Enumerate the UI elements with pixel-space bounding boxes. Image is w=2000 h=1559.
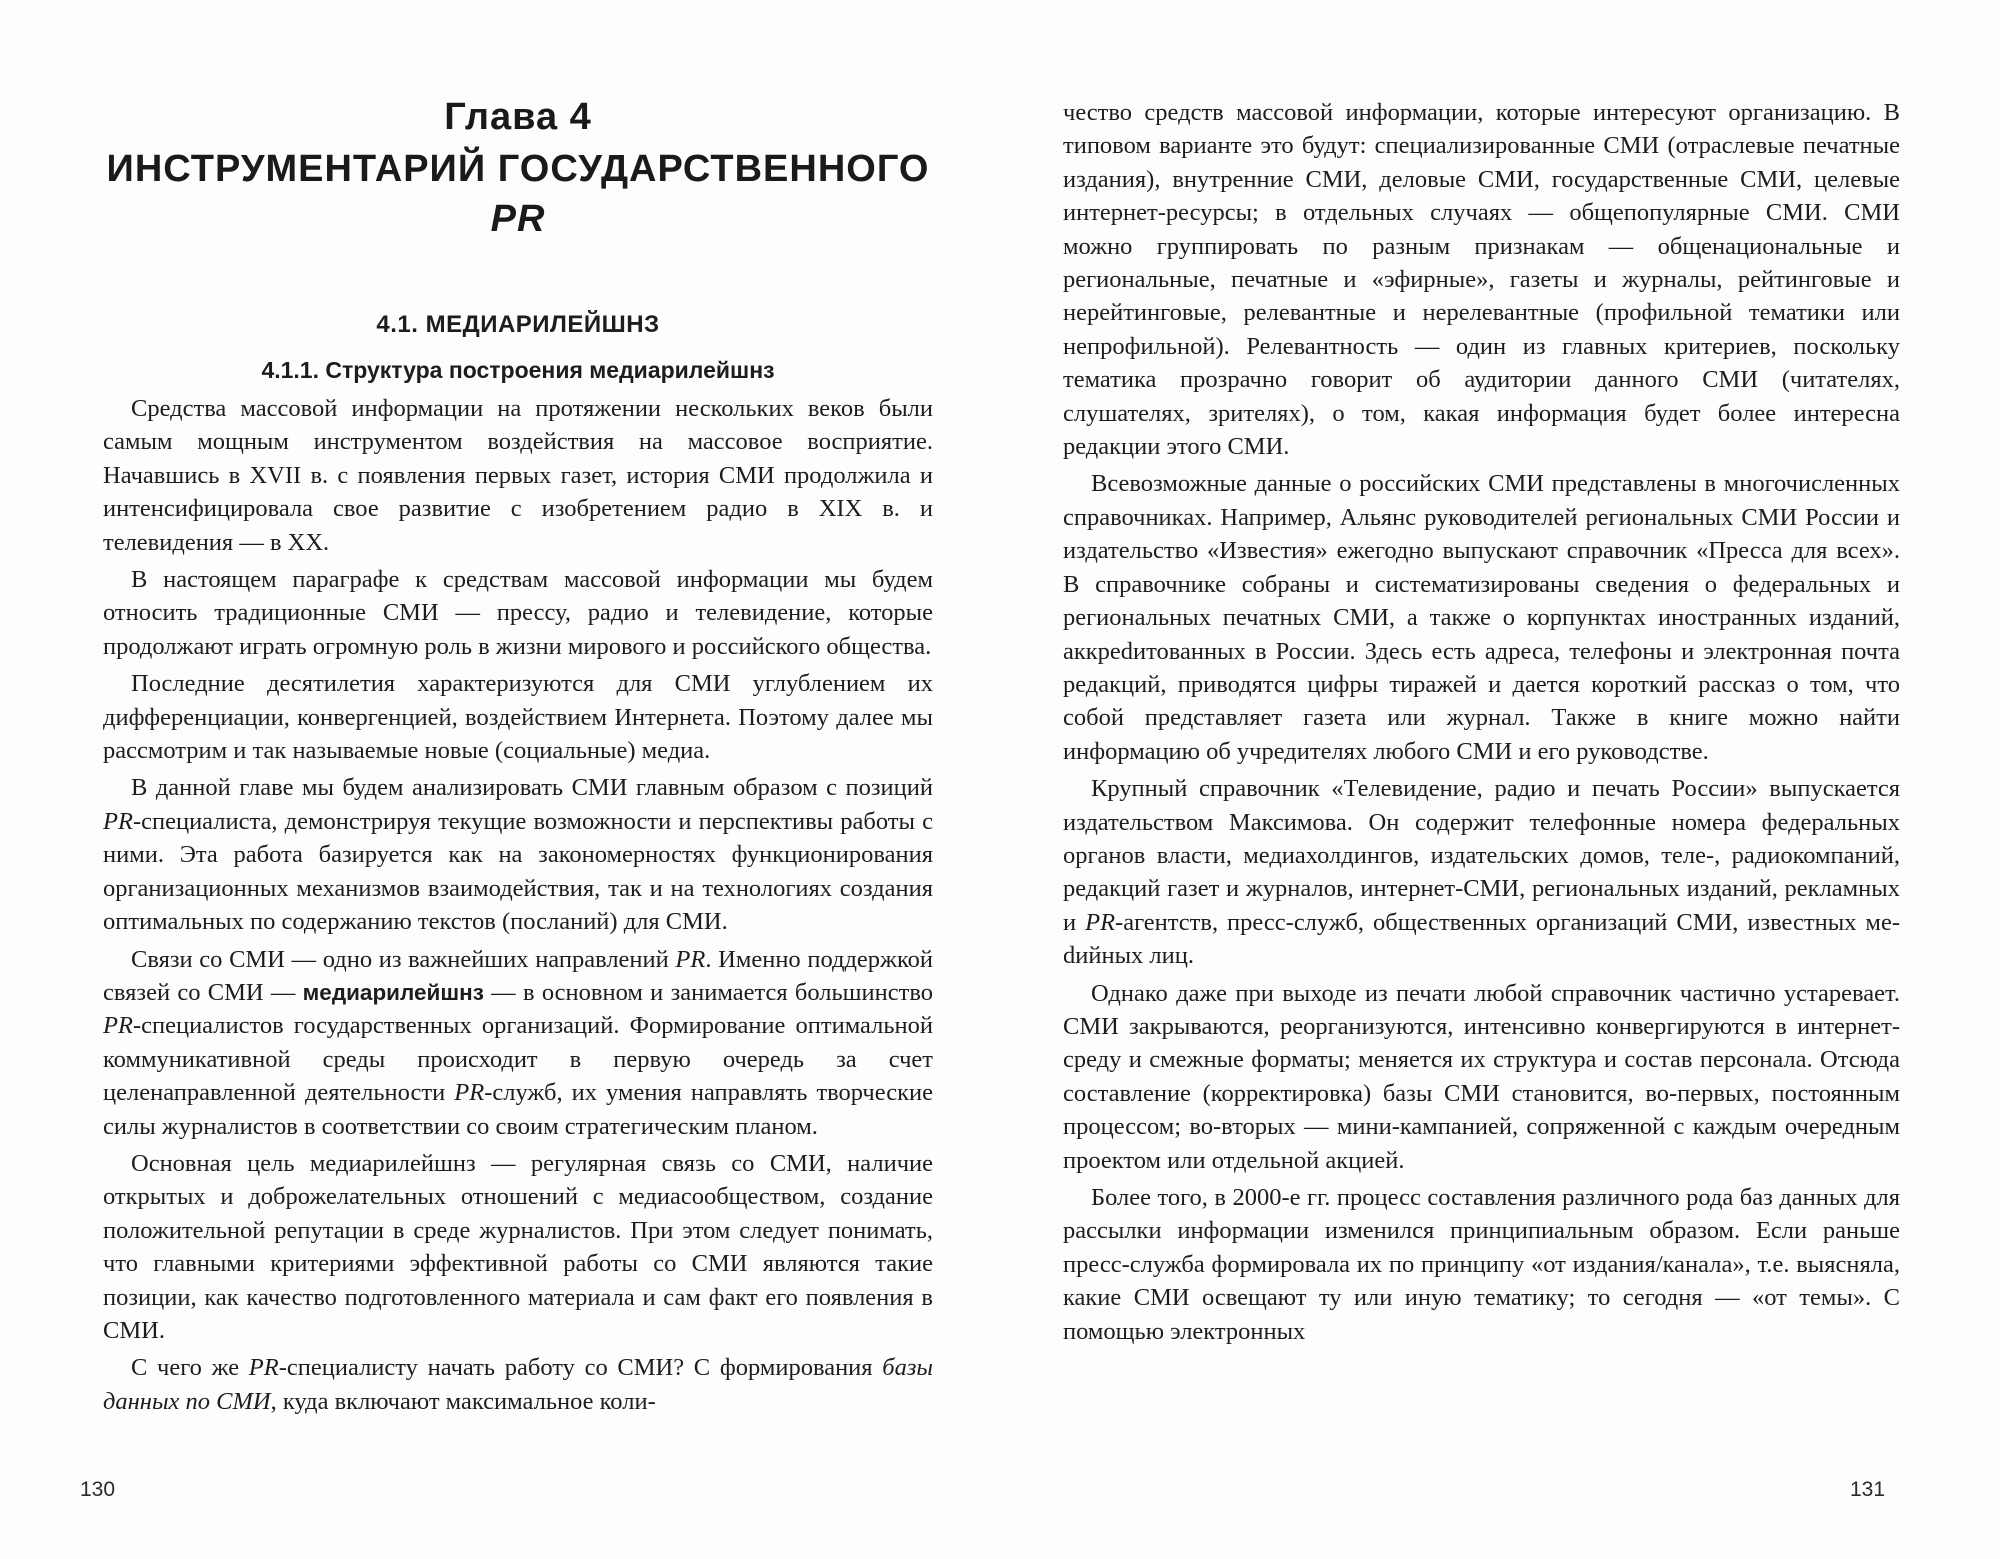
right-page bbox=[1000, 0, 2000, 1559]
left-p7-text-c: , куда включают максимальное коли- bbox=[270, 1387, 656, 1415]
right-page-column bbox=[1063, 96, 1900, 1348]
right-paragraph-2: Всевозможные данные о российских СМИ представлены в многочисленных справочниках. Например, Альянс руководителей региональных СМИ России и издательство «Известия» ежегодно выпускают справочник «Пресса для всех». В справочнике собраны и систематизированы сведения о федеральных и региональных печатных СМИ, а также о корпунктах иностранных изданий, аккреdитованных в России. Здесь есть адреса, телефоны и электронная почта редакций, приводятся цифры тиражей и дается короткий рассказ о том, что собой представляет газета или журнал. Также в книге можно найти информацию об учредителях любого СМИ и его руководстве. bbox=[1063, 470, 1900, 765]
right-paragraph-3 bbox=[1063, 772, 1900, 972]
left-p7-text-a: С чего же bbox=[131, 1354, 249, 1382]
left-p4-pr: PR bbox=[103, 807, 133, 835]
right-p3-pr: PR bbox=[1085, 908, 1116, 936]
left-p5-text-a: Связи со СМИ — одно из важнейших направлений bbox=[131, 945, 676, 973]
left-paragraph-6: Основная цель медиарилейшнз — регулярная связь со СМИ, наличие открытых и доброжелательных отношений с медиасообществом, создание положительной репутации в среде журналистов. При этом следует понимать, что главными критериями эффективной работы со СМИ являются такие позиции, как качество подготовленного материала и сам факт его появления в СМИ. bbox=[103, 1149, 933, 1344]
left-paragraph-2: В настоящем параграфе к средствам массовой информации мы будем относить традиционные СМИ — прессу, радио и телевидение, которые продолжают играть огромную роль в жизни мирового и российского общества. bbox=[103, 566, 933, 660]
left-paragraph-4 bbox=[103, 771, 933, 938]
subsection-title: 4.1.1. Структура построения медиарилейшнз bbox=[261, 357, 775, 383]
left-p5-text-c: — в основном и занимается большинство bbox=[483, 978, 933, 1006]
chapter-label: Глава 4 bbox=[444, 96, 592, 138]
left-p5-text-d: -специалистов государственных организаций. Формирование оптимальной коммуникативной среды происходит в первую очередь за счет целенаправленной деятельности bbox=[103, 1012, 933, 1107]
chapter-title bbox=[103, 144, 933, 244]
left-p5-pr-2: PR bbox=[103, 1012, 133, 1040]
left-p5-pr-1: PR bbox=[675, 945, 706, 973]
right-paragraph-1: чество средств массовой информации, которые интересуют организацию. В типовом варианте это будут: специализированные СМИ (отраслевые печатные издания), внутренние СМИ, деловые СМИ, государственные СМИ, целевые интернет-ресурсы; в отдельных случаях — общепопулярные СМИ. СМИ можно группировать по разным признакам — общенациональные и региональные, печатные и «эфирные», газеты и журналы, рейтинговые и нерейтинговые, релевантные и нерелевантные (профильной тематики или непрофильной). Релевантность — один из главных критериев, поскольку тематика прозрачно говорит об аудитории данного СМИ (читателях, слушателях, зрителях), о том, какая информация будет более интересна редакции этого СМИ. bbox=[1063, 99, 1900, 461]
left-p4-text-a: В данной главе мы будем анализировать СМИ главным образом с позиций bbox=[131, 774, 933, 802]
section-title: 4.1. МЕДИАРИЛЕЙШНЗ bbox=[376, 311, 660, 338]
left-paragraph-1: Средства массовой информации на протяжении нескольких веков были самым мощным инструментом воздействия на массовое восприятие. Начавшись в XVII в. с появления первых газет, история СМИ продолжила и интенсифицировала свое развитие с изобретением радио в XIX в. и телевидения — в XX. bbox=[103, 395, 933, 556]
left-p7-pr: PR bbox=[248, 1354, 279, 1382]
left-p7-italic: базы данных по СМИ bbox=[103, 1354, 933, 1415]
right-paragraph-4: Однако даже при выходе из печати любой справочник частично устаревает. СМИ закрываются, реорганизуются, интенсивно конвергируются в интернет-среду и смежные форматы; меняется их структура и состав персонала. Отсюда составление (корректировка) базы СМИ становится, во-первых, постоянным процессом; во-вторых — мини-кампанией, сопряженной с каждым очередным проектом или отдельной акцией. bbox=[1063, 979, 1900, 1174]
left-paragraph-3: Последние десятилетия характеризуются для СМИ углублением их дифференциации, конвергенцией, воздействием Интернета. Поэтому далее мы рассмотрим и так называемые новые (социальные) медиа. bbox=[103, 670, 933, 765]
chapter-title-text: ИНСТРУМЕНТАРИЙ ГОСУДАРСТВЕННОГО bbox=[106, 148, 930, 190]
left-paragraph-5 bbox=[103, 943, 933, 1143]
left-p5-text-b: . Именно поддержкой связей со СМИ — bbox=[103, 945, 933, 1006]
left-page-column bbox=[103, 92, 933, 1418]
left-p4-text-b: -специалиста, демонстрируя текущие возможности и перспективы работы с ними. Эта работа базируется как на закономерностях функционирования организационных механизмов взаимодействия, так и на технологиях создания оптимальных по содержанию текстов (посланий) для СМИ. bbox=[103, 807, 933, 936]
left-p5-pr-3: PR bbox=[454, 1079, 485, 1107]
chapter-title-pr: PR bbox=[490, 198, 546, 240]
page-number-right: 131 bbox=[1850, 1478, 1886, 1501]
left-paragraph-7 bbox=[103, 1351, 933, 1418]
right-p3-text-a: Крупный справочник «Телевидение, радио и печать России» выпускается издательством Максимова. Он содержит телефонные номера федеральных органов власти, медиахолдингов, издательских домов, теле-, радиокомпаний, редакций газет и журналов, интернет-СМИ, региональных изданий, рекламных и bbox=[1063, 775, 1900, 936]
left-p5-term: медиарилейшнз bbox=[302, 979, 484, 1005]
left-p7-text-b: -специалисту начать работу со СМИ? С формирования bbox=[278, 1354, 883, 1382]
left-p5-text-e: -служб, их умения направлять творческие силы журналистов в соответствии со своим стратегическим планом. bbox=[103, 1079, 934, 1140]
page-number-left: 130 bbox=[80, 1478, 116, 1501]
right-paragraph-5: Более того, в 2000-е гг. процесс составления различного рода баз данных для рассылки информации изменился принципиальным образом. Если раньше пресс-служба формировала их по принципу «от издания/канала», т.е. выясняла, какие СМИ освещают ту или иную тематику; то сегодня — «от темы». С помощью электронных bbox=[1063, 1184, 1900, 1345]
right-p3-text-b: -агентств, пресс-служб, общественных организаций СМИ, известных меdийных лиц. bbox=[1063, 908, 1900, 970]
